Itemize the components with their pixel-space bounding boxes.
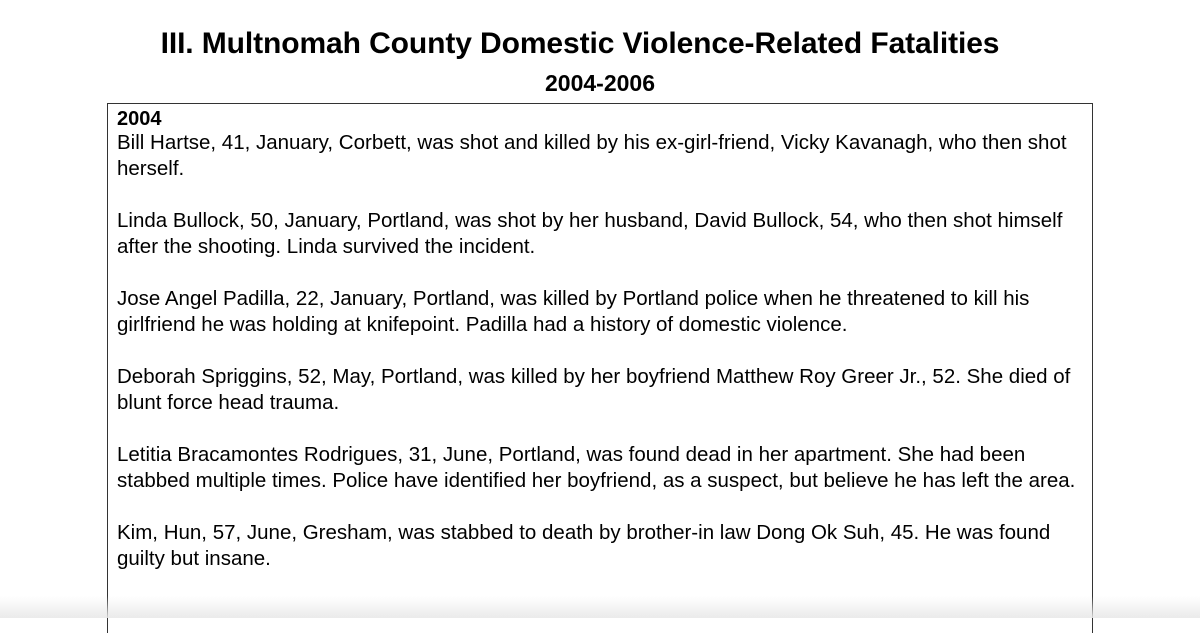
fatalities-table-cell [107,103,1093,633]
page-title: III. Multnomah County Domestic Violence-Related Fatalities [160,27,1000,60]
fatality-entry: Letitia Bracamontes Rodrigues, 31, June, Portland, was found dead in her apartment. She had been stabbed multiple times. Police have identified her boyfriend, as a suspect, but believe he has left the area. [117,443,1076,492]
fatality-entry: Bill Hartse, 41, January, Corbett, was shot and killed by his ex-girl-friend, Vicky Kavanagh, who then shot herself. [117,131,1067,180]
fatality-entry: Deborah Spriggins, 52, May, Portland, was killed by her boyfriend Matthew Roy Greer Jr., 52. She died of blunt force head trauma. [117,365,1071,414]
fatality-entry: Kim, Hun, 57, June, Gresham, was stabbed to death by brother-in law Dong Ok Suh, 45. He was found guilty but insane. [117,521,1051,570]
page-subtitle: 2004-2006 [545,70,655,96]
year-heading: 2004 [117,108,162,130]
fatality-entry: Jose Angel Padilla, 22, January, Portland, was killed by Portland police when he threatened to kill his girlfriend he was holding at knifepoint. Padilla had a history of domestic violence. [117,287,1030,336]
fatality-entry: Linda Bullock, 50, January, Portland, was shot by her husband, David Bullock, 54, who then shot himself after the shooting. Linda survived the incident. [117,209,1063,258]
